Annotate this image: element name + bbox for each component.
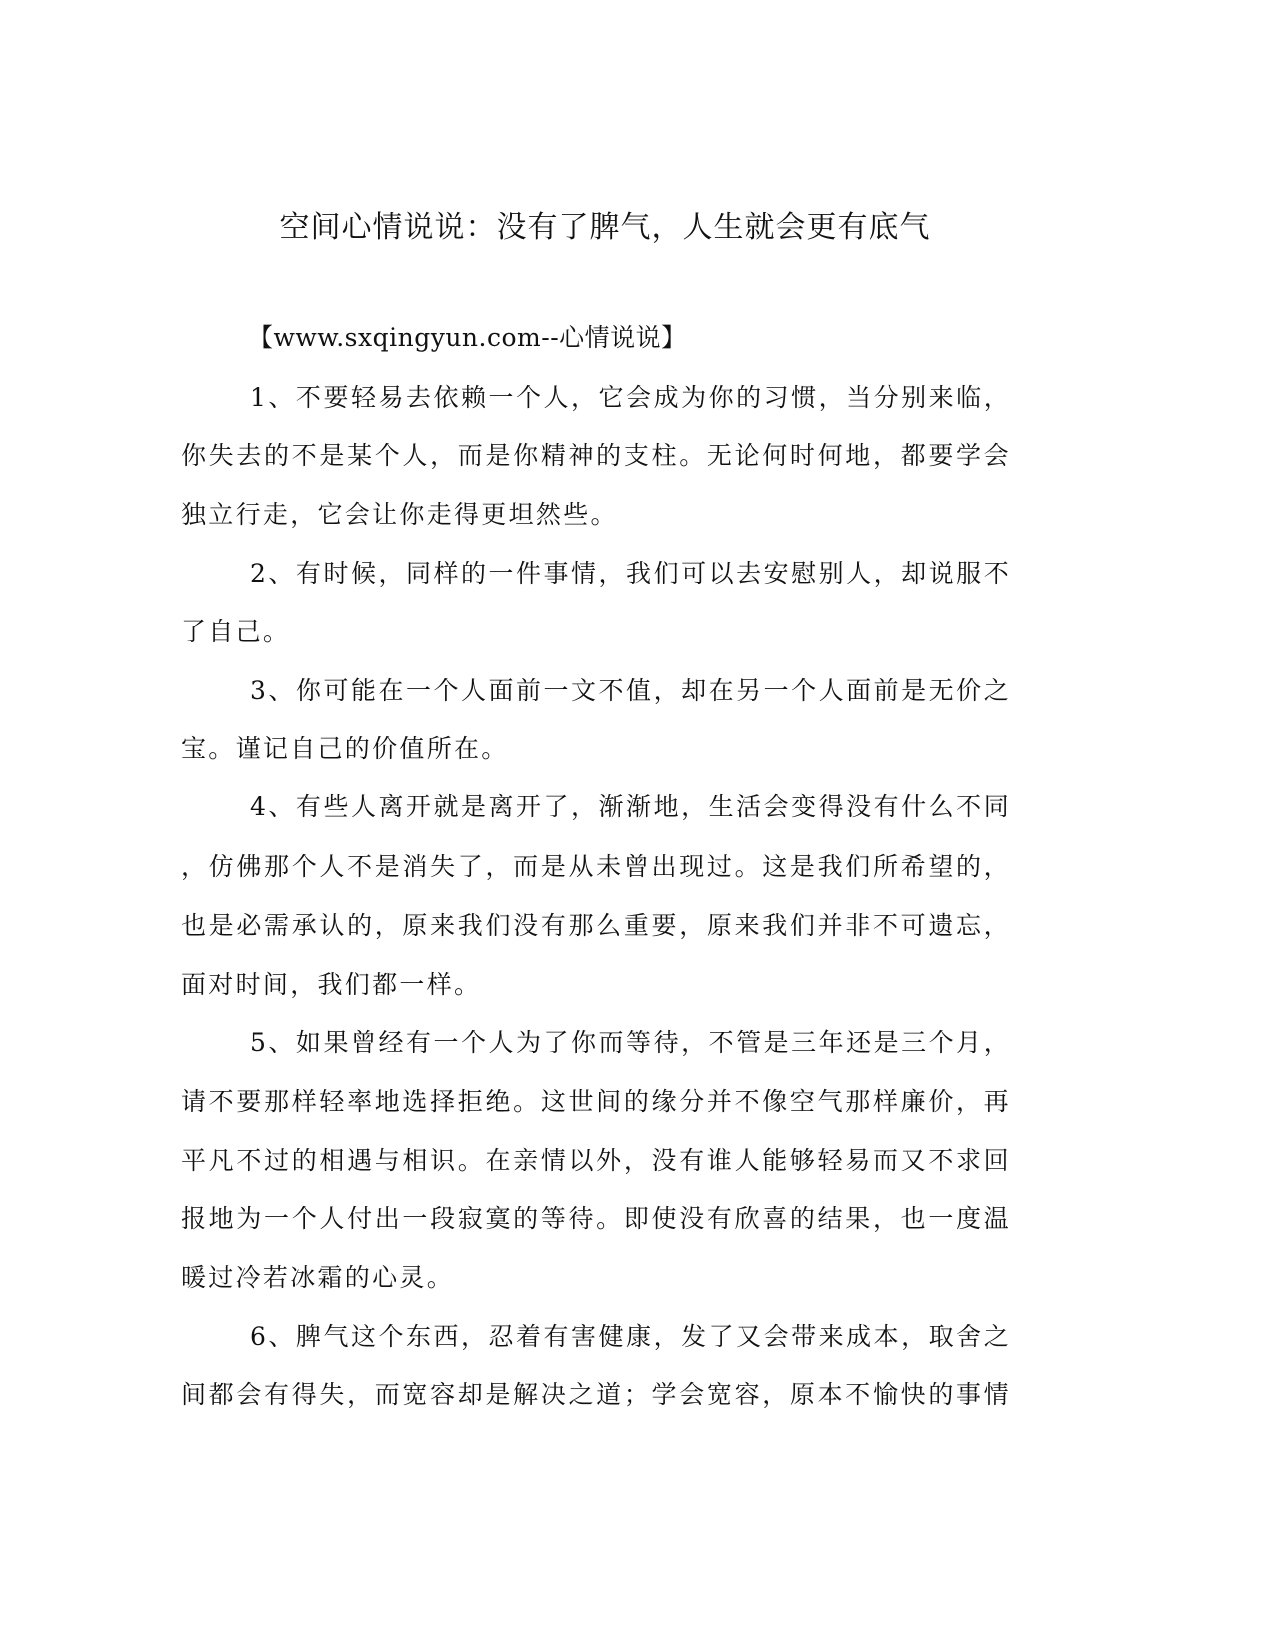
paragraph-4-line: 4、有些人离开就是离开了，渐渐地，生活会变得没有什么不同 [250, 792, 1011, 821]
paragraph-2-line: 了自己。 [181, 617, 291, 646]
paragraph-1-line: 独立行走，它会让你走得更坦然些。 [181, 500, 618, 529]
paragraph-5-line: 暖过冷若冰霜的心灵。 [181, 1263, 455, 1292]
paragraph-2-line: 2、有时候，同样的一件事情，我们可以去安慰别人，却说服不 [250, 559, 1011, 588]
paragraph-3-line: 宝。谨记自己的价值所在。 [181, 734, 509, 763]
paragraph-4-line: 面对时间，我们都一样。 [181, 970, 482, 999]
paragraph-5-line: 报地为一个人付出一段寂寞的等待。即使没有欣喜的结果，也一度温 [181, 1204, 1011, 1233]
page-title: 空间心情说说：没有了脾气，人生就会更有底气 [279, 210, 931, 245]
paragraph-3-line: 3、你可能在一个人面前一文不值，却在另一个人面前是无价之 [250, 676, 1011, 705]
paragraph-5-line: 请不要那样轻率地选择拒绝。这世间的缘分并不像空气那样廉价，再 [181, 1087, 1011, 1116]
paragraph-6-line: 6、脾气这个东西，忍着有害健康，发了又会带来成本，取舍之 [250, 1322, 1011, 1351]
paragraph-5-line: 平凡不过的相遇与相识。在亲情以外，没有谁人能够轻易而又不求回 [181, 1146, 1011, 1175]
source-tag: 【www.sxqingyun.com--心情说说】 [248, 323, 687, 352]
paragraph-1-line: 1、不要轻易去依赖一个人，它会成为你的习惯，当分别来临， [250, 383, 1011, 412]
paragraph-4-line: 也是必需承认的，原来我们没有那么重要，原来我们并非不可遗忘， [181, 911, 1011, 940]
paragraph-5-line: 5、如果曾经有一个人为了你而等待，不管是三年还是三个月， [250, 1028, 1011, 1057]
paragraph-1-line: 你失去的不是某个人，而是你精神的支柱。无论何时何地，都要学会 [181, 441, 1011, 470]
paragraph-6-line: 间都会有得失，而宽容却是解决之道；学会宽容，原本不愉快的事情 [181, 1380, 1011, 1409]
paragraph-4-line: ，仿佛那个人不是消失了，而是从未曾出现过。这是我们所希望的， [181, 852, 1011, 881]
